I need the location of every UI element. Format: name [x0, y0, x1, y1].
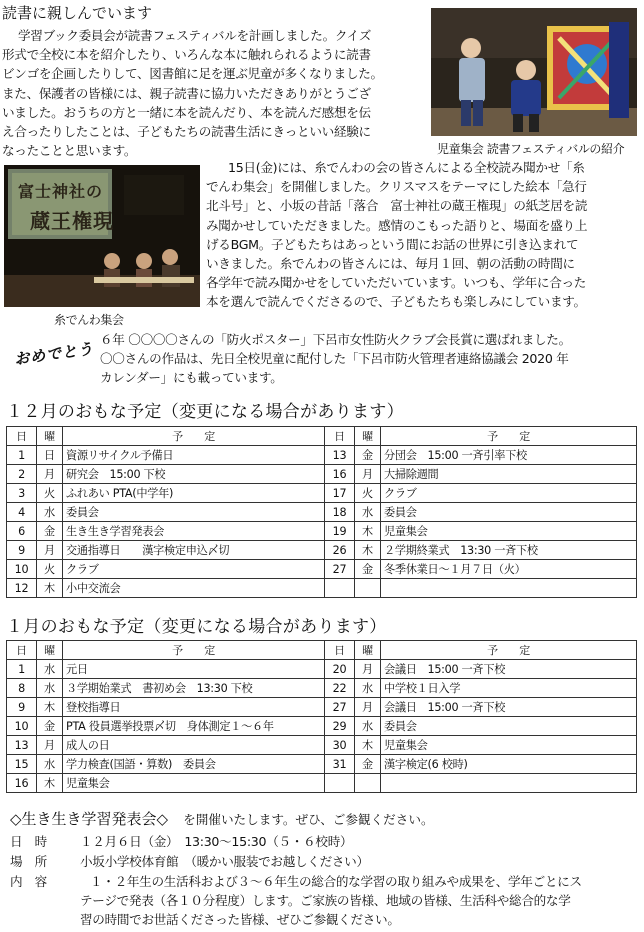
- cell-day: 16: [7, 774, 37, 793]
- january-schedule-body: [7, 641, 637, 793]
- cell-weekday: 金: [37, 522, 63, 541]
- cell-day: 13: [7, 736, 37, 755]
- cell-weekday: 月: [355, 660, 381, 679]
- cell-day: 26: [325, 541, 355, 560]
- table-header-row: [7, 427, 637, 446]
- header-event: 予 定: [381, 427, 637, 446]
- cell-event: [381, 774, 637, 793]
- january-title: １月のおもな予定（変更になる場合があります）: [6, 617, 387, 637]
- event-place-value: 小坂小学校体育館 （暖かい服装でお越しください）: [80, 854, 369, 869]
- table-row: [7, 679, 637, 698]
- cell-event: 分団会 15:00 一斉引率下校: [381, 446, 637, 465]
- event-content-label: 内 容: [10, 874, 47, 889]
- text-line: また、保護者の皆様には、親子読書に協力いただきありがとうござ: [2, 85, 371, 101]
- cell-weekday: 月: [37, 736, 63, 755]
- cell-day: 30: [325, 736, 355, 755]
- header-weekday: 曜: [37, 427, 63, 446]
- table-header-row: [7, 641, 637, 660]
- cell-event: 学力検査(国語・算数) 委員会: [63, 755, 325, 774]
- event-date-label: 日 時: [10, 834, 47, 849]
- table-row: [7, 579, 637, 598]
- congrats-label: おめでとう: [13, 339, 95, 369]
- table-row: [7, 522, 637, 541]
- cell-weekday: 木: [355, 541, 381, 560]
- cell-weekday: 水: [355, 717, 381, 736]
- text-line: いきました。糸でんわの皆さんには、毎月１回、朝の活動の時間に: [206, 256, 575, 272]
- cell-day: 8: [7, 679, 37, 698]
- cell-day: 10: [7, 560, 37, 579]
- cell-event: 研究会 15:00 下校: [63, 465, 325, 484]
- header-weekday: 曜: [355, 427, 381, 446]
- cell-day: 1: [7, 446, 37, 465]
- photo-reading-festival-illustration: [431, 8, 637, 136]
- cell-weekday: 火: [37, 484, 63, 503]
- header-weekday: 曜: [355, 641, 381, 660]
- cell-day: [325, 579, 355, 598]
- cell-day: 20: [325, 660, 355, 679]
- cell-day: 9: [7, 541, 37, 560]
- reading-paragraph-1: [2, 26, 422, 160]
- cell-day: 15: [7, 755, 37, 774]
- text-line: 各学年で読み聞かせをしていただいています。いつも、学年に合った: [206, 275, 587, 291]
- table-row: [7, 774, 637, 793]
- cell-day: 1: [7, 660, 37, 679]
- cell-event: 交通指導日 漢字検定申込〆切: [63, 541, 325, 560]
- text-line: 15日(金)には、糸でんわの会の皆さんによる全校読み聞かせ「糸: [228, 160, 585, 175]
- cell-day: 9: [7, 698, 37, 717]
- december-schedule-body: [7, 427, 637, 598]
- cell-day: [325, 774, 355, 793]
- cell-weekday: 木: [37, 579, 63, 598]
- photo-reading-festival: [431, 8, 637, 136]
- photo-itodenwa-caption: 糸でんわ集会: [54, 313, 124, 327]
- table-row: [7, 698, 637, 717]
- cell-event: ２学期終業式 13:30 一斉下校: [381, 541, 637, 560]
- cell-day: 19: [325, 522, 355, 541]
- cell-event: クラブ: [381, 484, 637, 503]
- reading-heading: 読書に親しんでいます: [2, 4, 153, 22]
- table-row: [7, 717, 637, 736]
- cell-event: 資源リサイクル予備日: [63, 446, 325, 465]
- table-row: [7, 503, 637, 522]
- cell-day: 12: [7, 579, 37, 598]
- table-row: [7, 541, 637, 560]
- cell-event: PTA 役員選挙投票〆切 身体測定１〜６年: [63, 717, 325, 736]
- cell-day: 3: [7, 484, 37, 503]
- cell-event: ふれあい PTA(中学年): [63, 484, 325, 503]
- cell-day: 4: [7, 503, 37, 522]
- cell-day: 31: [325, 755, 355, 774]
- text-line: １・２年生の生活科および３〜６年生の総合的な学習の取り組みや成果を、学年ごとにス: [90, 874, 582, 889]
- cell-day: 22: [325, 679, 355, 698]
- header-day: 日: [7, 427, 37, 446]
- table-row: [7, 755, 637, 774]
- cell-event: クラブ: [63, 560, 325, 579]
- photo-itodenwa-banner-2: 蔵王権現: [30, 209, 114, 233]
- cell-event: 委員会: [381, 717, 637, 736]
- cell-day: 18: [325, 503, 355, 522]
- text-line: げるBGM。子どもたちはあっという間にお話の世界に引き込まれて: [206, 236, 579, 252]
- cell-day: 17: [325, 484, 355, 503]
- table-row: [7, 560, 637, 579]
- cell-weekday: 金: [355, 446, 381, 465]
- event-place-row: [10, 852, 369, 871]
- cell-day: 27: [325, 698, 355, 717]
- header-day: 日: [325, 641, 355, 660]
- header-event: 予 定: [63, 427, 325, 446]
- header-event: 予 定: [63, 641, 325, 660]
- cell-weekday: 水: [37, 503, 63, 522]
- photo-itodenwa: [4, 165, 200, 307]
- cell-weekday: 木: [37, 698, 63, 717]
- cell-weekday: 木: [355, 522, 381, 541]
- text-line: 本を選んで読んでくださるので、子どもたちも楽しみにしています。: [206, 294, 586, 310]
- text-line: いました。おうちの方と一緒に本を読んだり、本を読んだ感想を伝: [2, 104, 371, 120]
- table-row: [7, 660, 637, 679]
- cell-weekday: 金: [355, 560, 381, 579]
- cell-day: 6: [7, 522, 37, 541]
- text-line: 習の時間でお世話くださった皆様、ぜひご参観ください。: [80, 912, 400, 928]
- header-weekday: 曜: [37, 641, 63, 660]
- cell-day: 2: [7, 465, 37, 484]
- cell-weekday: 月: [355, 698, 381, 717]
- event-content: [80, 872, 640, 930]
- cell-weekday: 金: [37, 717, 63, 736]
- cell-event: 委員会: [381, 503, 637, 522]
- cell-weekday: 水: [37, 679, 63, 698]
- cell-day: 10: [7, 717, 37, 736]
- table-row: [7, 446, 637, 465]
- cell-event: 中学校１日入学: [381, 679, 637, 698]
- cell-day: 16: [325, 465, 355, 484]
- congrats-text: [100, 330, 640, 388]
- table-row: [7, 736, 637, 755]
- cell-weekday: 金: [355, 755, 381, 774]
- cell-weekday: 水: [355, 679, 381, 698]
- cell-event: 児童集会: [63, 774, 325, 793]
- text-line: 形式で全校に本を紹介したり、いろんな本に触れられるように読書: [2, 47, 371, 63]
- cell-event: 会議日 15:00 一斉下校: [381, 698, 637, 717]
- text-line: でんわ集会」を開催しました。クリスマスをテーマにした絵本「急行: [206, 179, 587, 195]
- reading-paragraph-2: [206, 158, 642, 312]
- cell-weekday: [355, 774, 381, 793]
- january-schedule-table: [6, 640, 637, 793]
- header-day: 日: [7, 641, 37, 660]
- text-line: カレンダー」にも載っています。: [100, 370, 283, 386]
- text-line: 〇〇さんの作品は、先日全校児童に配付した「下呂市防火管理者連絡協議会 2020 年: [100, 351, 569, 367]
- table-row: [7, 465, 637, 484]
- cell-event: ３学期始業式 書初め会 13:30 下校: [63, 679, 325, 698]
- cell-event: 委員会: [63, 503, 325, 522]
- header-day: 日: [325, 427, 355, 446]
- december-title: １２月のおもな予定（変更になる場合があります）: [6, 402, 404, 422]
- cell-event: 児童集会: [381, 736, 637, 755]
- text-line: み聞かせしていただきました。感情のこもった語りと、場面を盛り上: [206, 217, 588, 233]
- text-line: テージで発表（各１０分程度）します。ご家族の皆様、地域の皆様、生活科や総合的な学: [80, 893, 571, 909]
- cell-event: 児童集会: [381, 522, 637, 541]
- cell-event: [381, 579, 637, 598]
- text-line: え合ったりしたことは、子どもたちの読書生活にきっといい経験に: [2, 124, 371, 140]
- cell-weekday: 水: [37, 660, 63, 679]
- photo-reading-festival-caption: 児童集会 読書フェスティバルの紹介: [437, 142, 625, 156]
- cell-weekday: 水: [37, 755, 63, 774]
- cell-day: 13: [325, 446, 355, 465]
- event-invite: を開催いたします。ぜひ、ご参観ください。: [183, 812, 434, 827]
- cell-weekday: 月: [355, 465, 381, 484]
- cell-day: 27: [325, 560, 355, 579]
- december-schedule-table: [6, 426, 637, 598]
- cell-event: 大掃除週間: [381, 465, 637, 484]
- text-line: ビンゴを企画したりして、図書館に足を運ぶ児童が多くなりました。: [2, 66, 383, 82]
- cell-event: 小中交流会: [63, 579, 325, 598]
- cell-weekday: 日: [37, 446, 63, 465]
- cell-weekday: [355, 579, 381, 598]
- table-row: [7, 484, 637, 503]
- cell-weekday: 月: [37, 541, 63, 560]
- cell-weekday: 水: [355, 503, 381, 522]
- header-event: 予 定: [381, 641, 637, 660]
- cell-event: 登校指導日: [63, 698, 325, 717]
- cell-weekday: 火: [37, 560, 63, 579]
- event-title: ◇生き生き学習発表会◇: [10, 810, 169, 828]
- cell-event: 生き生き学習発表会: [63, 522, 325, 541]
- cell-event: 漢字検定(6 校時): [381, 755, 637, 774]
- photo-itodenwa-banner-1: 富士神社の: [18, 182, 104, 201]
- cell-weekday: 火: [355, 484, 381, 503]
- text-line: 学習ブック委員会が読書フェスティバルを計画しました。クイズ: [18, 28, 371, 43]
- event-place-label: 場 所: [10, 854, 47, 869]
- cell-weekday: 木: [37, 774, 63, 793]
- cell-day: 29: [325, 717, 355, 736]
- cell-event: 会議日 15:00 一斉下校: [381, 660, 637, 679]
- cell-weekday: 木: [355, 736, 381, 755]
- text-line: ６年 〇〇〇〇さんの「防火ポスター」下呂市女性防火クラブ会長賞に選ばれました。: [100, 332, 571, 347]
- text-line: 北斗号」と、小坂の昔話「落合 富士神社の蔵王権現」の紙芝居を読: [206, 198, 588, 214]
- event-date-row: [10, 832, 352, 851]
- event-date-value: １２月６日（金） 13:30〜15:30（５・６校時）: [80, 834, 353, 849]
- cell-event: 冬季休業日〜１月７日（火）: [381, 560, 637, 579]
- cell-weekday: 月: [37, 465, 63, 484]
- cell-event: 元日: [63, 660, 325, 679]
- event-title-line: [10, 808, 434, 829]
- cell-event: 成人の日: [63, 736, 325, 755]
- text-line: なったことと思います。: [2, 143, 137, 159]
